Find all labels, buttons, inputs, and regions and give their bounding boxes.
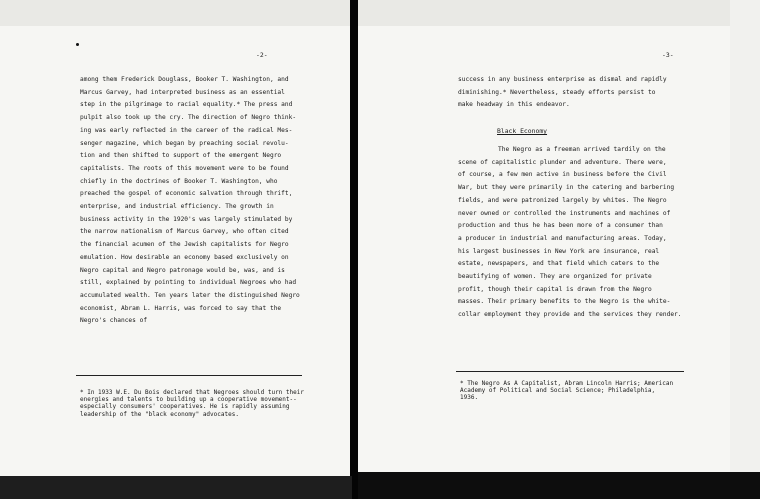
body-line: Negro's chances of [80,317,148,325]
footnote-line: energies and talents to building up a cooperative movement-- [80,396,297,404]
body-line: collar employment they provide and the services they render. [458,311,682,319]
left-page-top-margin [0,0,352,26]
body-line: the narrow nationalism of Marcus Garvey, who often cited [80,228,289,236]
body-line: estate, newspapers, and that field which caters to the [458,260,660,268]
body-line: Negro capital and Negro patronage would be, was, and is [80,266,285,274]
book-gutter [350,0,358,499]
body-line: scene of capitalistic plunder and adventure. There were, [458,158,667,166]
left-page-number: -2- [256,51,268,59]
body-line: a producer in industrial and manufacturing areas. Today, [458,234,667,242]
body-line: accumulated wealth. Ten years later the distinguished Negro [80,291,300,299]
body-line: business activity in the 1920's was largely stimulated by [80,215,293,223]
body-line: diminishing.* Nevertheless, steady efforts persist to [458,88,656,96]
body-line: the financial acumen of the Jewish capitalists for Negro [80,241,289,249]
body-line: senger magazine, which began by preaching social revolu- [80,139,289,147]
scan-bottom-edge [0,476,352,499]
right-page-top-margin [358,0,730,26]
body-line: make headway in this endeavor. [458,101,570,109]
section-heading: Black Economy [497,127,548,135]
punch-mark [76,43,79,46]
body-line: emulation. How desirable an economy based exclusively on [80,253,289,261]
body-line: production and thus he has been more of a consumer than [458,222,663,230]
body-line: of course, a few men active in business before the Civil [458,171,667,179]
body-line: profit, though their capital is drawn from the Negro [458,285,652,293]
body-line: fields, and were patronized largely by whites. The Negro [458,196,667,204]
body-line: economist, Abram L. Harris, was forced to say that the [80,304,282,312]
body-line: Marcus Garvey, had interpreted business as an essential [80,88,285,96]
body-line: tion and then shifted to support of the emergent Negro [80,152,282,160]
body-line: War, but they were primarily in the catering and barbering [458,184,675,192]
footnote-line: * In 1933 W.E. Du Bois declared that Negroes should turn their [80,389,304,396]
footnote-line: 1936. [460,394,479,402]
body-line: among them Frederick Douglass, Booker T. Washington, and [80,76,289,83]
footnote-line: Academy of Political and Social Science; Philadelphia, [460,387,656,395]
right-margin-edge [730,0,760,472]
body-line: capitalists. The roots of this movement were to be found [80,164,289,172]
body-line: step in the pilgrimage to racial equality.* The press and [80,101,293,109]
right-footnote-rule [456,371,684,372]
left-page [0,26,352,476]
right-page-number: -3- [662,51,674,59]
footnote-line: especially consumers' cooperatives. He is rapidly assuming [80,403,290,411]
body-line: never owned or controlled the instruments and machines of [458,209,671,217]
footnote-line: leadership of the "black economy" advocates. [80,410,239,418]
right-page [358,26,730,472]
body-line: The Negro as a freeman arrived tardily on the [498,146,666,153]
body-line: pulpit also took up the cry. The direction of Negro think- [80,114,297,122]
body-line: preached the gospel of economic salvation through thrift, [80,190,293,198]
body-line: ing was early reflected in the career of the radical Mes- [80,126,293,134]
footnote-line: * The Negro As A Capitalist, Abram Lincoln Harris; American [460,380,674,387]
body-line: beautifying of women. They are organized for private [458,273,652,280]
left-footnote-rule [76,375,302,376]
body-line: chiefly in the doctrines of Booker T. Washington, who [80,177,278,185]
body-line: masses. Their primary benefits to the Negro is the white- [458,298,671,306]
body-line: success in any business enterprise as dismal and rapidly [458,76,667,83]
body-line: his largest businesses in New York are insurance, real [458,247,660,255]
body-line: enterprise, and industrial efficiency. The growth in [80,203,274,210]
body-line: still, explained by pointing to individual Negroes who had [80,279,297,287]
